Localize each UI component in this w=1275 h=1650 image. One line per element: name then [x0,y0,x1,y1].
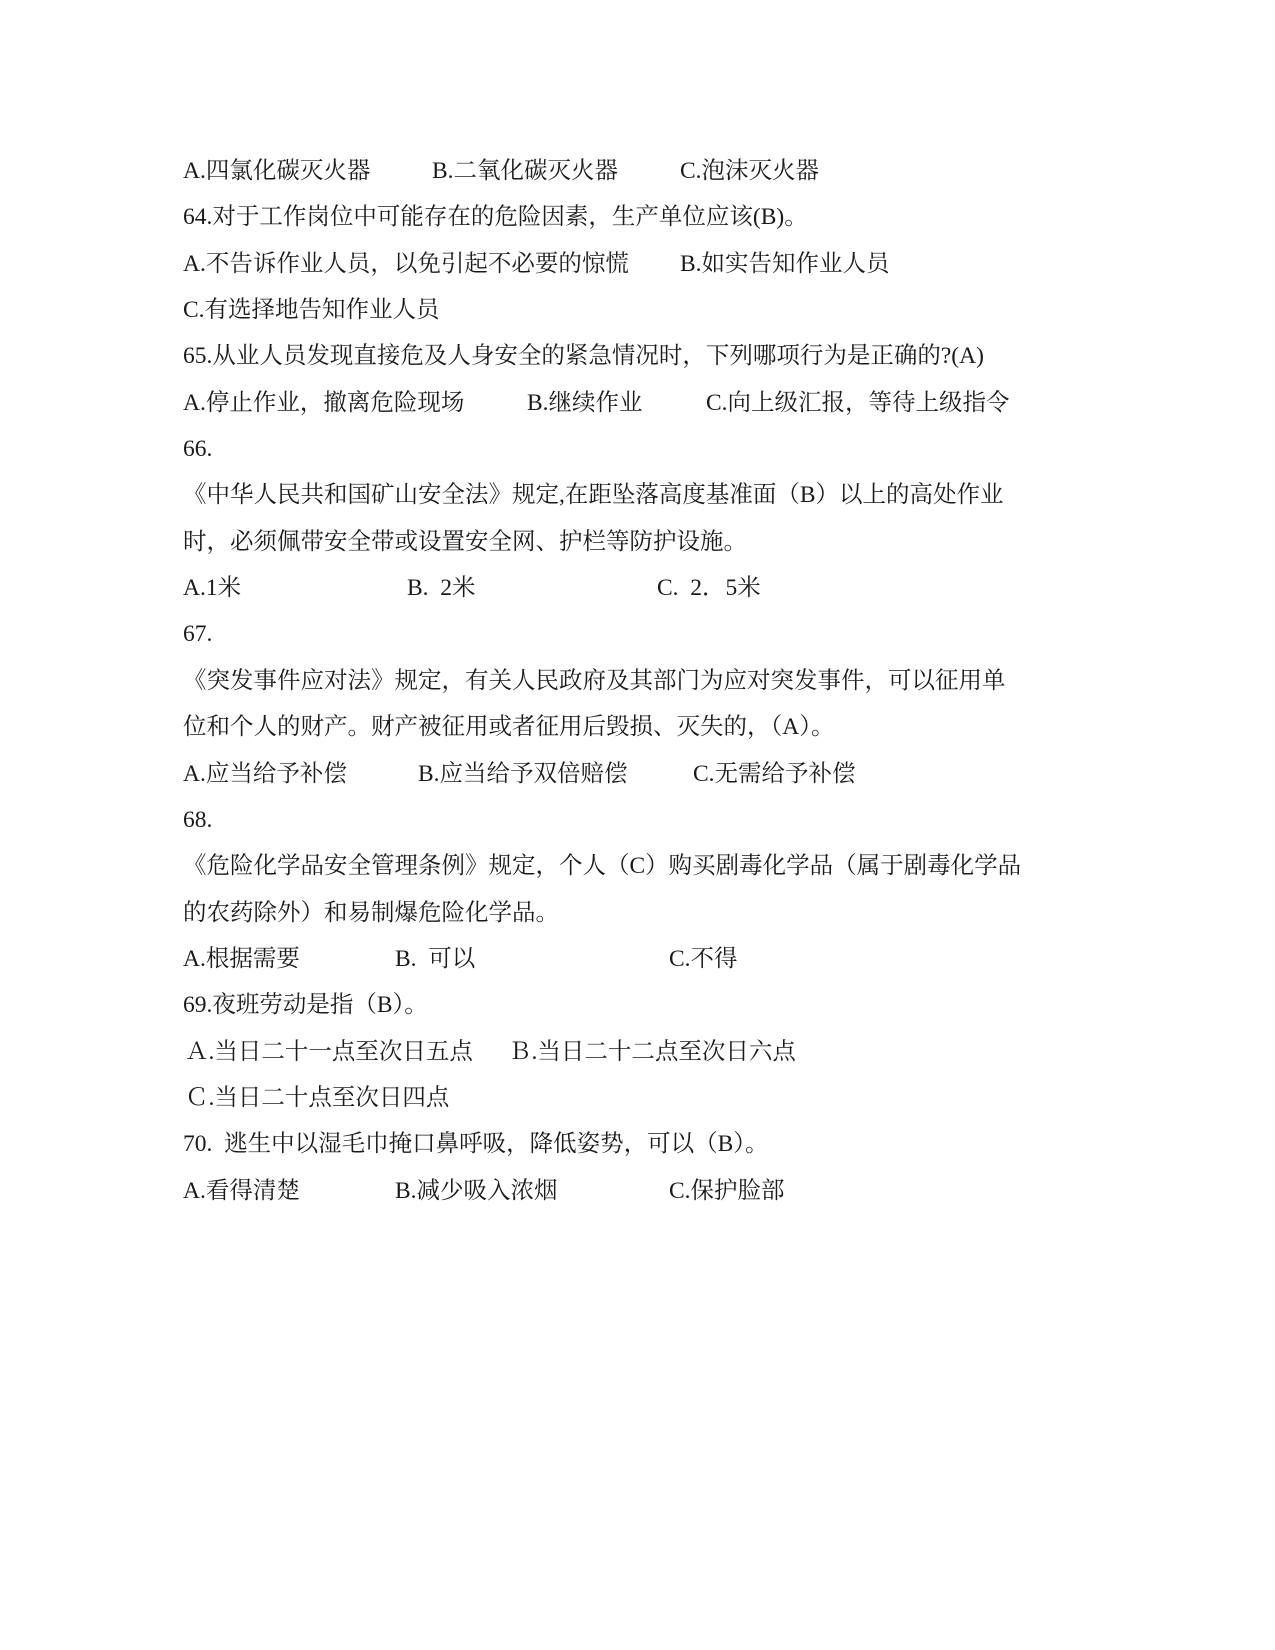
q66-options-row [0,572,1275,604]
q70-question: 70. 逃生中以湿毛巾掩口鼻呼吸，降低姿势，可以（B）。 [183,1131,769,1157]
q65-options-row [0,387,1275,419]
q70-option-c: C.保护脸部 [669,1178,785,1204]
q67-option-b: B.应当给予双倍赔偿 [418,761,628,787]
q66-option-c: C. 2．5米 [657,575,761,601]
q65-question: 65.从业人员发现直接危及人身安全的紧急情况时，下列哪项行为是正确的?(A) [183,343,984,369]
q70-options-row [0,1175,1275,1207]
q69-option-a: Ａ.当日二十一点至次日五点 [185,1039,473,1065]
q63-option-a: A.四氯化碳灭火器 [183,158,371,184]
q65-option-a: A.停止作业，撤离危险现场 [183,390,465,416]
q64-option-b: B.如实告知作业人员 [680,251,890,277]
q69-question: 69.夜班劳动是指（B）。 [183,992,428,1018]
q64-options-row [0,248,1275,280]
q63-option-c: C.泡沫灭火器 [680,158,820,184]
q64-option-a: A.不告诉作业人员，以免引起不必要的惊慌 [183,251,629,277]
q63-option-b: B.二氧化碳灭火器 [432,158,619,184]
q67-options-row [0,758,1275,790]
q68-question-line-1: 《危险化学品安全管理条例》规定，个人（C）购买剧毒化学品（属于剧毒化学品 [183,853,1022,879]
q67-option-c: C.无需给予补偿 [693,761,856,787]
q66-option-b: B. 2米 [407,575,476,601]
q67-number: 67. [183,621,213,647]
q69-option-b: Ｂ.当日二十二点至次日六点 [508,1039,796,1065]
q69-option-c: Ｃ.当日二十点至次日四点 [185,1085,450,1111]
q64-option-c: C.有选择地告知作业人员 [183,297,440,323]
q68-options-row [0,943,1275,975]
q70-option-a: A.看得清楚 [183,1178,300,1204]
q70-option-b: B.减少吸入浓烟 [395,1178,558,1204]
q67-question-line-1: 《突发事件应对法》规定，有关人民政府及其部门为应对突发事件，可以征用单 [183,668,1006,694]
q68-option-b: B. 可以 [395,946,476,972]
q64-question: 64.对于工作岗位中可能存在的危险因素，生产单位应该(B)。 [183,204,808,230]
q69-options-row [0,1036,1275,1068]
q65-option-b: B.继续作业 [527,390,643,416]
q68-number: 68. [183,807,213,833]
q65-option-c: C.向上级汇报，等待上级指令 [706,390,1010,416]
q63-options-row [0,155,1275,187]
q68-option-a: A.根据需要 [183,946,300,972]
q67-option-a: A.应当给予补偿 [183,761,347,787]
q66-option-a: A.1米 [183,575,242,601]
q66-number: 66. [183,436,213,462]
q67-question-line-2: 位和个人的财产。财产被征用或者征用后毁损、灭失的，（A）。 [183,714,835,740]
q66-question-line-1: 《中华人民共和国矿山安全法》规定,在距坠落高度基准面（B）以上的高处作业 [183,482,1004,508]
q68-question-line-2: 的农药除外）和易制爆危险化学品。 [183,900,559,926]
q68-option-c: C.不得 [669,946,738,972]
q66-question-line-2: 时，必须佩带安全带或设置安全网、护栏等防护设施。 [183,529,747,555]
